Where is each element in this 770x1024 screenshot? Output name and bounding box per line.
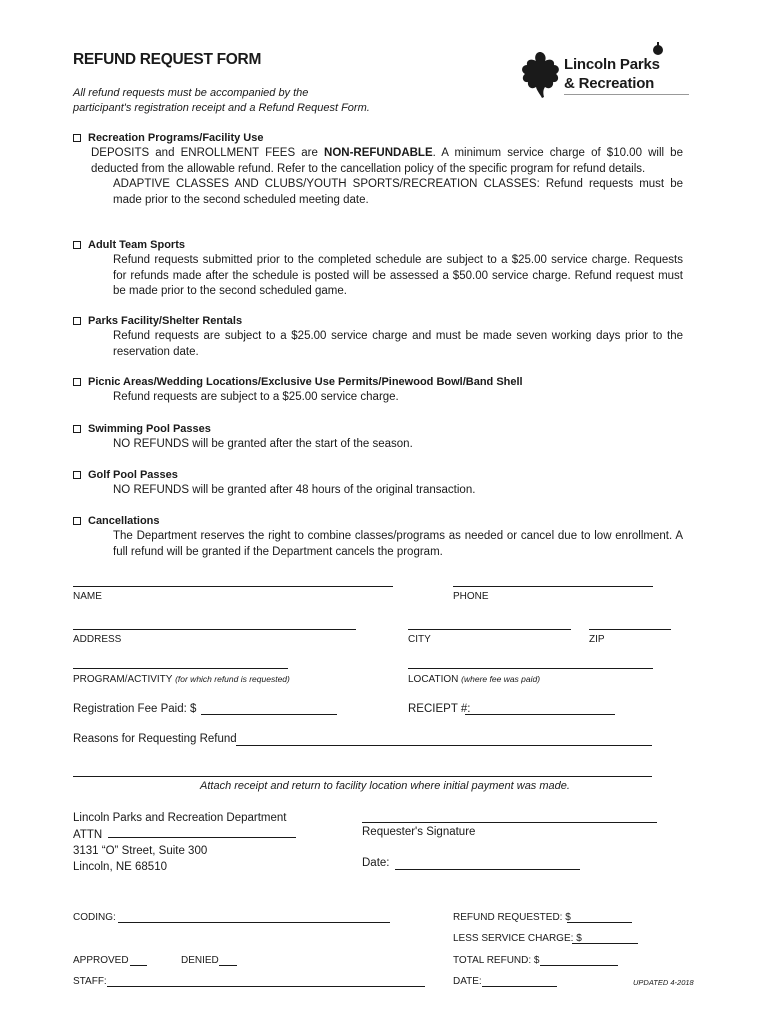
refund-requested-label: REFUND REQUESTED: $ xyxy=(453,912,571,923)
logo-line-2: & Recreation xyxy=(564,75,655,92)
section-paragraph: The Department reserves the right to combine classes/programs as needed or cancel due to low enrollment. A full refund will be granted if the Department cancels the program. xyxy=(113,530,683,558)
less-service-charge-label: LESS SERVICE CHARGE: $ xyxy=(453,933,582,944)
deposit-text: DEPOSITS and ENROLLMENT FEES are xyxy=(91,147,325,159)
attn-field[interactable] xyxy=(108,826,296,838)
approved-field[interactable] xyxy=(130,965,147,966)
section-heading: Parks Facility/Shelter Rentals xyxy=(88,315,243,327)
section-recreation-programs xyxy=(73,131,683,208)
cancellations-checkbox[interactable] xyxy=(73,517,81,525)
coding-field[interactable] xyxy=(118,922,390,923)
parks-facility-checkbox[interactable] xyxy=(73,317,81,325)
location-label-text: LOCATION xyxy=(408,674,459,685)
location-label-note: (where fee was paid) xyxy=(461,674,541,684)
office-date-label: DATE: xyxy=(453,976,482,987)
denied-field[interactable] xyxy=(219,965,237,966)
mailing-line-3: 3131 “O” Street, Suite 300 xyxy=(73,845,208,857)
staff-label: STAFF: xyxy=(73,976,107,987)
section-adult-team-sports xyxy=(73,238,683,300)
denied-label: DENIED xyxy=(181,955,219,966)
section-heading: Swimming Pool Passes xyxy=(88,423,211,435)
date-label: Date: xyxy=(362,857,390,869)
acorn-icon xyxy=(651,42,665,56)
section-heading: Recreation Programs/Facility Use xyxy=(88,132,264,144)
non-refundable-text: NON-REFUNDABLE xyxy=(324,147,433,159)
address-label: ADDRESS xyxy=(73,634,122,645)
staff-field[interactable] xyxy=(107,986,425,987)
section-paragraph xyxy=(91,146,683,177)
refund-requested-field[interactable] xyxy=(567,922,632,923)
fee-paid-field[interactable] xyxy=(201,714,337,715)
signature-label: Requester's Signature xyxy=(362,826,476,838)
date-field[interactable] xyxy=(395,869,580,870)
logo-line-1: Lincoln Parks xyxy=(564,56,660,73)
signature-field[interactable] xyxy=(362,822,657,823)
section-picnic-areas xyxy=(73,375,683,406)
golf-pool-checkbox[interactable] xyxy=(73,471,81,479)
phone-field[interactable] xyxy=(453,586,653,587)
address-field[interactable] xyxy=(73,629,356,630)
intro-line-1: All refund requests must be accompanied by the xyxy=(73,87,309,99)
section-paragraph: Refund requests are subject to a $25.00 service charge. xyxy=(113,391,399,403)
picnic-areas-checkbox[interactable] xyxy=(73,378,81,386)
location-field[interactable] xyxy=(408,668,653,669)
name-label: NAME xyxy=(73,591,102,602)
logo-divider xyxy=(564,94,689,95)
city-field[interactable] xyxy=(408,629,571,630)
section-heading: Cancellations xyxy=(88,515,160,527)
mailing-line-1: Lincoln Parks and Recreation Department xyxy=(73,812,287,824)
phone-label: PHONE xyxy=(453,591,489,602)
adaptive-classes-text: ADAPTIVE CLASSES AND CLUBS/YOUTH SPORTS/RECREATION CLASSES: Refund requests must be made prior to the second scheduled meeting date. xyxy=(113,178,683,206)
section-heading: Golf Pool Passes xyxy=(88,469,178,481)
section-paragraph: NO REFUNDS will be granted after 48 hours of the original transaction. xyxy=(113,484,476,496)
reasons-field-line-2[interactable] xyxy=(73,776,652,777)
form-title: REFUND REQUEST FORM xyxy=(73,51,262,68)
name-field[interactable] xyxy=(73,586,393,587)
mailing-line-4: Lincoln, NE 68510 xyxy=(73,861,167,873)
less-service-charge-field[interactable] xyxy=(572,943,638,944)
section-cancellations xyxy=(73,514,683,560)
reasons-field[interactable] xyxy=(236,745,652,746)
section-paragraph: Refund requests submitted prior to the completed schedule are subject to a $25.00 service charge. Requests for refunds made after the schedule is posted will be assessed a $50.00 service charge. Refund request must be made prior to the second scheduled game. xyxy=(113,254,683,297)
attach-receipt-note: Attach receipt and return to facility location where initial payment was made. xyxy=(200,780,570,792)
city-label: CITY xyxy=(408,634,431,645)
deposit-text-rest: . A minimum service charge of $10.00 will be deducted from the allowable refund. Refer to the cancellation policy of the specific program for refund details. xyxy=(91,147,683,175)
location-label xyxy=(408,674,540,685)
section-paragraph: NO REFUNDS will be granted after the start of the season. xyxy=(113,438,413,450)
receipt-label: RECIEPT #: xyxy=(408,703,471,715)
intro-line-2: participant's registration receipt and a Refund Request Form. xyxy=(73,102,370,114)
oak-leaf-icon xyxy=(516,48,568,106)
adult-team-sports-checkbox[interactable] xyxy=(73,241,81,249)
attn-label: ATTN xyxy=(73,829,103,841)
program-activity-label xyxy=(73,674,290,685)
total-refund-label: TOTAL REFUND: $ xyxy=(453,955,540,966)
fee-paid-label: Registration Fee Paid: $ xyxy=(73,703,197,715)
section-golf-pool xyxy=(73,468,683,499)
recreation-programs-checkbox[interactable] xyxy=(73,134,81,142)
mailing-address xyxy=(73,810,296,875)
program-label-note: (for which refund is requested) xyxy=(175,674,290,684)
updated-note: UPDATED 4-2018 xyxy=(633,978,694,987)
intro-text xyxy=(73,86,403,116)
section-paragraph: Refund requests are subject to a $25.00 service charge and must be made seven working days prior to the reservation date. xyxy=(113,330,683,358)
section-parks-facility xyxy=(73,314,683,360)
total-refund-field[interactable] xyxy=(540,965,618,966)
approved-label: APPROVED xyxy=(73,955,129,966)
coding-label: CODING: xyxy=(73,912,116,923)
zip-field[interactable] xyxy=(589,629,671,630)
section-heading: Adult Team Sports xyxy=(88,239,185,251)
reasons-label: Reasons for Requesting Refund xyxy=(73,733,237,745)
swimming-pool-checkbox[interactable] xyxy=(73,425,81,433)
office-date-field[interactable] xyxy=(482,986,557,987)
program-activity-field[interactable] xyxy=(73,668,288,669)
section-swimming-pool xyxy=(73,422,683,453)
receipt-field[interactable] xyxy=(465,714,615,715)
program-label-text: PROGRAM/ACTIVITY xyxy=(73,674,173,685)
lincoln-parks-logo xyxy=(516,42,691,108)
zip-label: ZIP xyxy=(589,634,605,645)
section-heading: Picnic Areas/Wedding Locations/Exclusive Use Permits/Pinewood Bowl/Band Shell xyxy=(88,376,523,388)
